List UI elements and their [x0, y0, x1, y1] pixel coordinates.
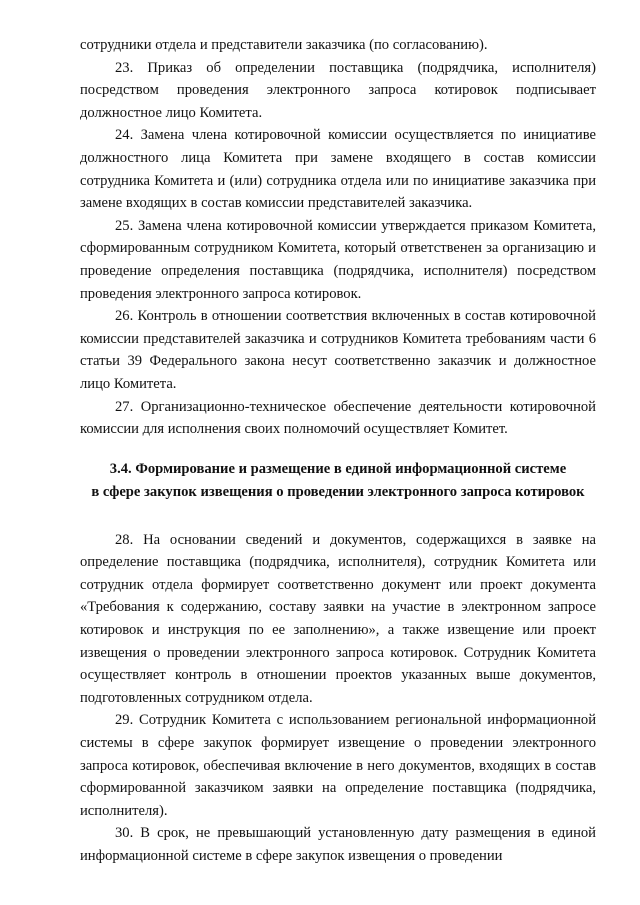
paragraph-22-tail: сотрудники отдела и представители заказчика (по согласованию). [80, 37, 488, 53]
section-heading-3-4 [80, 458, 596, 504]
paragraph-27: 27. Организационно-техническое обеспечение деятельности котировочной комиссии для исполнения своих полномочий осуществляет Комитет. [80, 398, 596, 438]
section-heading-line-2: в сфере закупок извещения о проведении электронного запроса котировок [91, 483, 585, 500]
paragraph-29: 29. Сотрудник Комитета с использованием региональной информационной системы в сфере закупок формирует извещение о проведении электронного запроса котировок, обеспечивая включение в него документов, входящих в состав сформированной заказчиком заявки на определение поставщика (подрядчика, исполнителя). [80, 712, 596, 819]
paragraph-28: 28. На основании сведений и документов, содержащихся в заявке на определение поставщика (подрядчика, исполнителя), сотрудник Комитета или сотрудник отдела формирует соответственно документ или проект документа «Требования к содержанию, составу заявки на участие в электронном запросе котировок и инструкция по ее заполнению», а также извещение или проект извещения о проведении электронного запроса котировок. Сотрудник Комитета осуществляет контроль в отношении проектов указанных выше документов, подготовленных сотрудником отдела. [80, 531, 596, 706]
document-page [80, 34, 596, 868]
paragraph-25: 25. Замена члена котировочной комиссии утверждается приказом Комитета, сформированным сотрудником Комитета, который ответственен за организацию и проведение определения поставщика (подрядчика, исполнителя) посредством проведения электронного запроса котировок. [80, 217, 596, 302]
paragraph-30: 30. В срок, не превышающий установленную дату размещения в единой информационной системе в сфере закупок извещения о проведении [80, 825, 596, 864]
paragraph-23: 23. Приказ об определении поставщика (подрядчика, исполнителя) посредством проведения электронного запроса котировок подписывает должностное лицо Комитета. [80, 59, 596, 121]
section-heading-line-1: 3.4. Формирование и размещение в единой информационной системе [109, 460, 567, 477]
paragraph-26: 26. Контроль в отношении соответствия включенных в состав котировочной комиссии представителей заказчика и сотрудников Комитета требованиям части 6 статьи 39 Федерального закона несут соответственно заказчик и должностное лицо Комитета. [80, 308, 596, 392]
paragraph-24: 24. Замена члена котировочной комиссии осуществляется по инициативе должностного лица Комитета при замене входящего в состав комиссии сотрудника Комитета и (или) сотрудника отдела или по инициативе заказчика при замене входящих в состав комиссии представителей заказчика. [80, 127, 596, 212]
